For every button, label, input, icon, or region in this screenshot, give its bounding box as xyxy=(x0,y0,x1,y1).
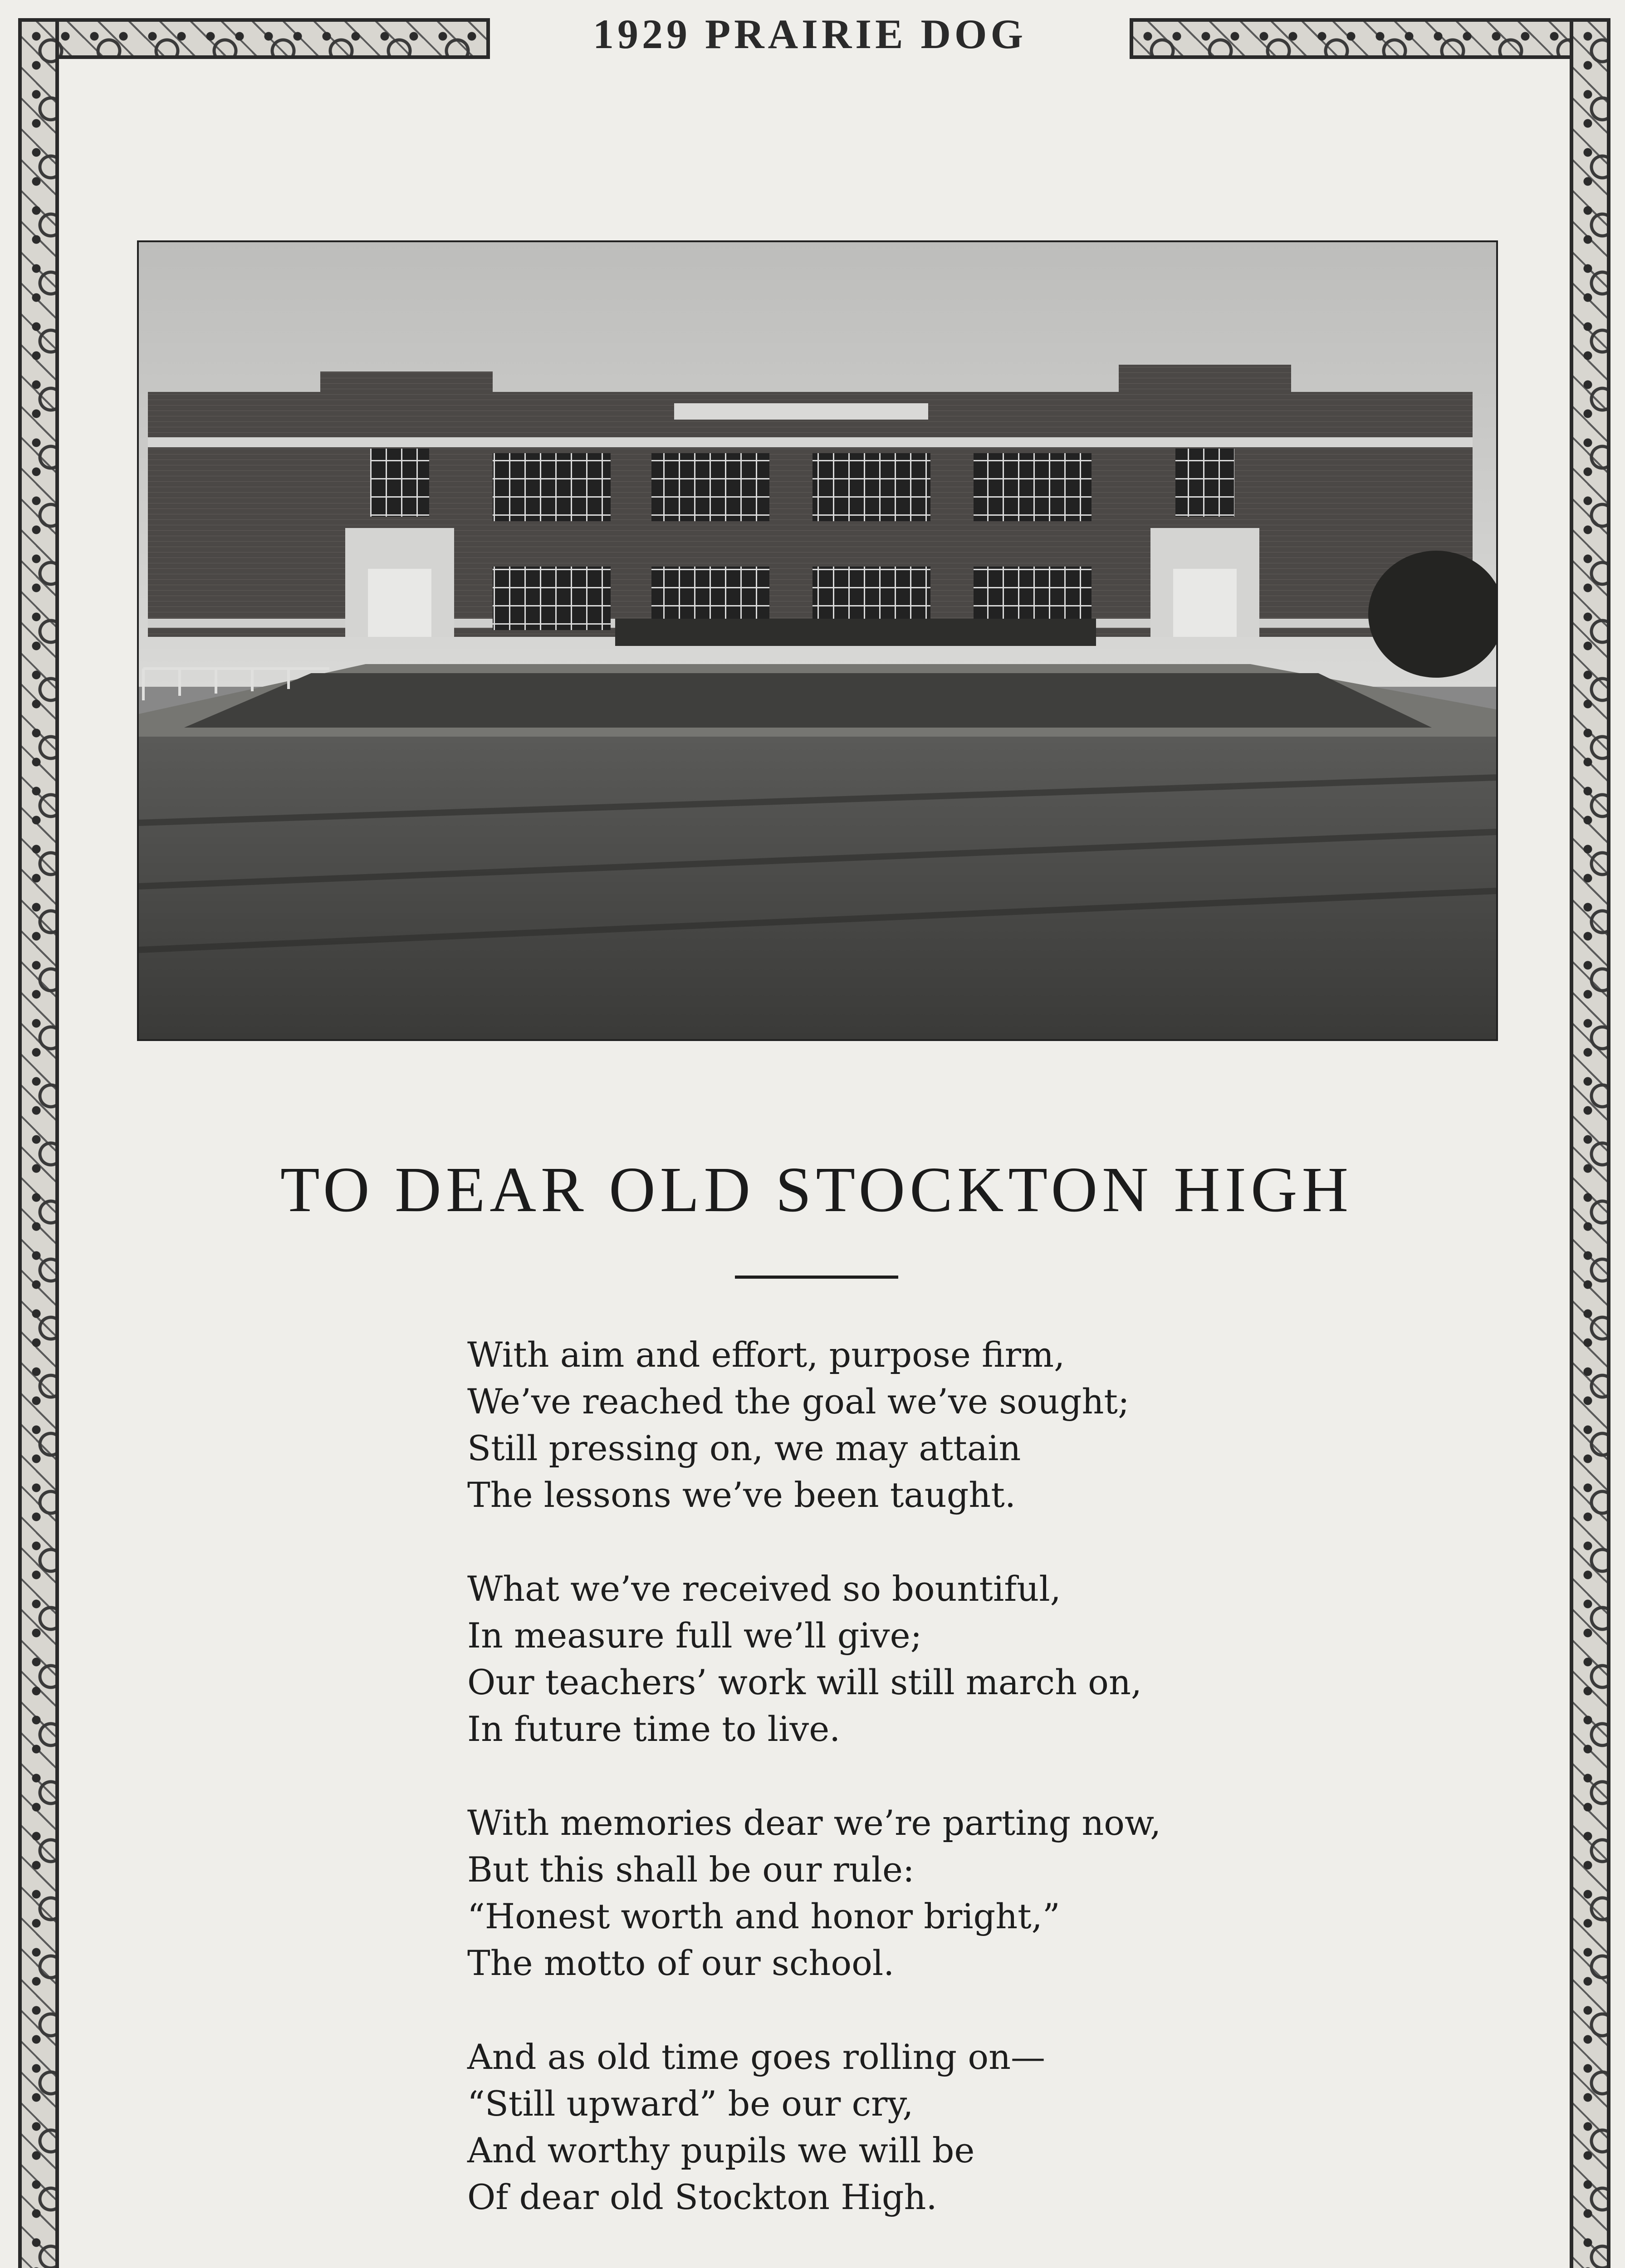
poem-line: What we’ve received so bountiful, xyxy=(467,1569,1061,1609)
ornamental-border-left xyxy=(18,18,59,2268)
poem-line: But this shall be our rule: xyxy=(467,1849,915,1890)
stanza-3 xyxy=(467,1799,1375,1986)
poem-line: We’ve reached the goal we’ve sought; xyxy=(467,1381,1130,1422)
poem-line: Our teachers’ work will still march on, xyxy=(467,1662,1142,1702)
poem-line: Of dear old Stockton High. xyxy=(467,2177,937,2217)
poem-line: And worthy pupils we will be xyxy=(467,2130,975,2170)
stanza-4 xyxy=(467,2033,1375,2220)
poem-line: In future time to live. xyxy=(467,1709,841,1749)
stanza-2 xyxy=(467,1565,1375,1752)
poem-line: In measure full we’ll give; xyxy=(467,1615,922,1656)
poem-line: The lessons we’ve been taught. xyxy=(467,1475,1016,1515)
ornamental-border-top-right xyxy=(1130,18,1610,59)
title-rule xyxy=(735,1276,898,1279)
poem-line: The motto of our school. xyxy=(467,1943,895,1983)
stanza-1 xyxy=(467,1331,1375,1518)
ornamental-border-top-left xyxy=(18,18,490,59)
poem-line: With aim and effort, purpose firm, xyxy=(467,1334,1065,1375)
poem-line: “Still upward” be our cry, xyxy=(467,2083,914,2124)
poem-title: TO DEAR OLD STOCKTON HIGH xyxy=(280,1154,1353,1225)
ornamental-border-right xyxy=(1570,18,1610,2268)
school-building-photo xyxy=(137,240,1498,1041)
poem-line: Still pressing on, we may attain xyxy=(467,1428,1021,1468)
poem-line: And as old time goes rolling on— xyxy=(467,2037,1046,2077)
running-head: 1929 PRAIRIE DOG xyxy=(592,11,1027,57)
poem-line: With memories dear we’re parting now, xyxy=(467,1803,1161,1843)
poem-body xyxy=(467,1331,1375,2220)
poem-line: “Honest worth and honor bright,” xyxy=(467,1896,1060,1936)
